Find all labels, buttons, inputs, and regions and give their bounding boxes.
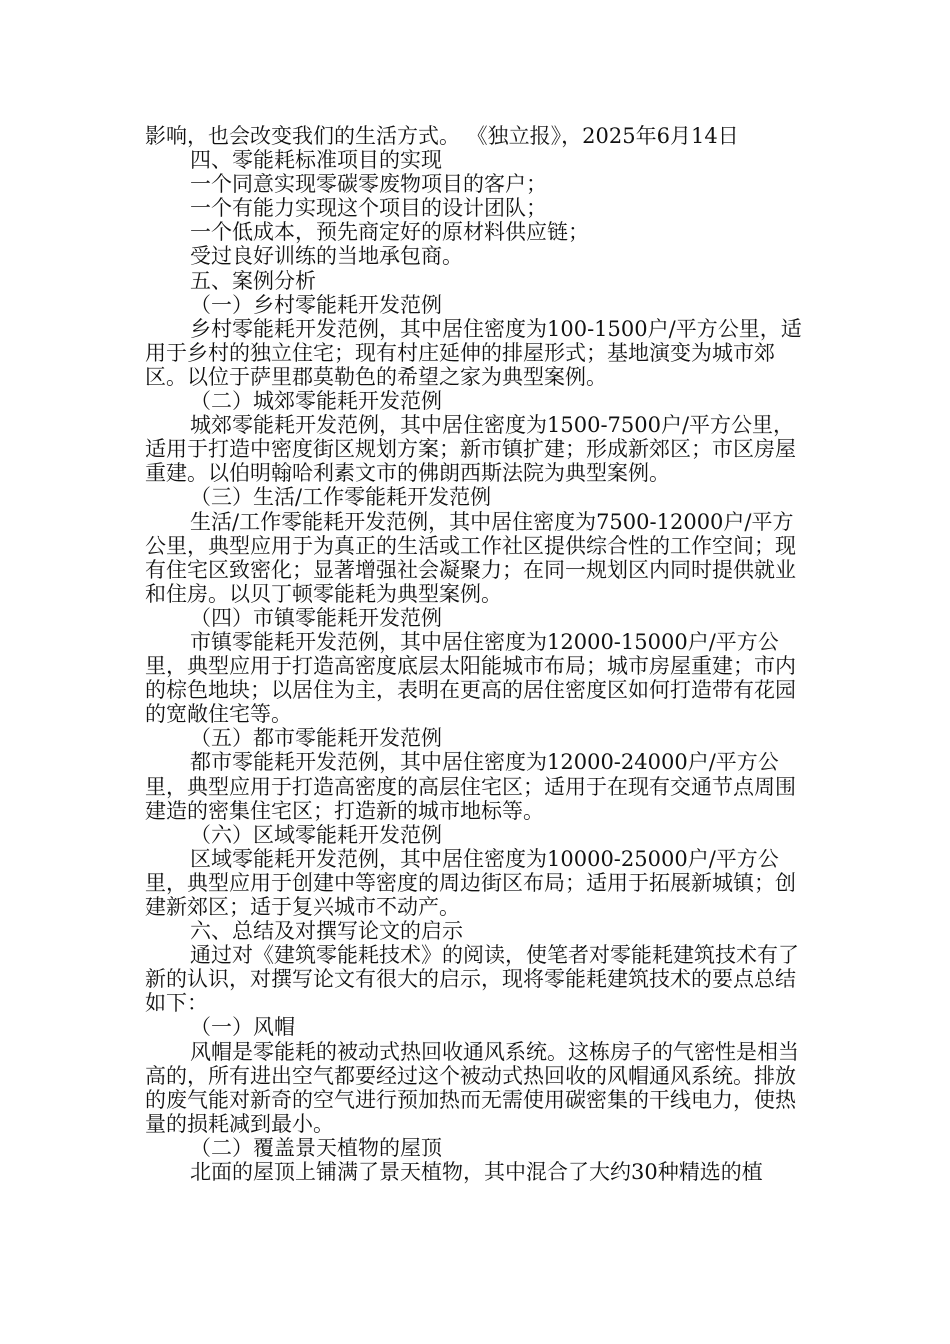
subheading-suburban: （二）城郊零能耗开发范例 [190,389,442,414]
list-item-client: 一个同意实现零碳零废物项目的客户； [190,172,547,197]
subheading-rural: （一）乡村零能耗开发范例 [190,292,442,317]
paragraph-wind-cowl: 风帽是零能耗的被动式热回收通风系统。这栋房子的气密性是相当高的，所有进出空气都要经过这个被动式热回收的风帽通风系统。排放的废气能对新奇的空气进行预加热而无需使用碳密集的干线电力，使热量的损耗减到最小。 [145,1039,799,1136]
list-item-supply-chain: 一个低成本，预先商定好的原材料供应链； [190,220,589,245]
paragraph-town: 市镇零能耗开发范例，其中居住密度为12000-15000户/平方公里，典型应用于打造高密度底层太阳能城市布局；城市房屋重建；市内的棕色地块；以居住为主，表明在更高的居住密度区如何打造带有花园的宽敞住宅等。 [145,629,796,727]
list-item-contractor: 受过良好训练的当地承包商。 [190,244,463,269]
paragraph-regional: 区域零能耗开发范例，其中居住密度为10000-25000户/平方公里，典型应用于创建中等密度的周边街区布局；适用于拓展新城镇；创建新郊区；适于复兴城市不动产。 [145,846,796,919]
subheading-wind-cowl: （一）风帽 [190,1015,295,1040]
paragraph-live-work: 生活/工作零能耗开发范例，其中居住密度为7500-12000户/平方公里，典型应用于为真正的生活或工作社区提供综合性的工作空间；现有住宅区致密化；显著增强社会凝聚力；在同一规划区内同时提供就业和住房。以贝丁顿零能耗为典型案例。 [145,509,796,606]
paragraph-sedum-roof: 北面的屋顶上铺满了景天植物，其中混合了大约30种精选的植 [190,1160,763,1185]
paragraph-rural: 乡村零能耗开发范例，其中居住密度为100-1500户/平方公里，适用于乡村的独立住宅；现有村庄延伸的排屋形式；基地演变为城市郊区。以位于萨里郡莫勒色的希望之家为典型案例。 [145,316,802,389]
continued-text: 影响，也会改变我们的生活方式。 《独立报》，2025年6月14日 [145,124,739,148]
section-heading-5: 五、案例分析 [190,268,316,293]
paragraph-urban: 都市零能耗开发范例，其中居住密度为12000-24000户/平方公里，典型应用于打造高密度的高层住宅区；适用于在现有交通节点周围建造的密集住宅区；打造新的城市地标等。 [145,750,796,823]
subheading-urban: （五）都市零能耗开发范例 [190,726,442,751]
subheading-live-work: （三）生活/工作零能耗开发范例 [190,485,492,510]
subheading-regional: （六）区域零能耗开发范例 [190,822,442,847]
section-heading-6: 六、总结及对撰写论文的启示 [190,919,463,944]
document-body [145,124,813,1184]
subheading-sedum-roof: （二）覆盖景天植物的屋顶 [190,1135,442,1160]
paragraph-summary: 通过对《建筑零能耗技术》的阅读，使笔者对零能耗建筑技术有了新的认识，对撰写论文有很大的启示，现将零能耗建筑技术的要点总结如下： [145,943,799,1016]
paragraph-suburban: 城郊零能耗开发范例，其中居住密度为1500-7500户/平方公里，适用于打造中密度街区规划方案；新市镇扩建；形成新郊区；市区房屋重建。以伯明翰哈利素文市的佛朗西斯法院为典型案例。 [145,413,796,486]
section-heading-4: 四、零能耗标准项目的实现 [190,148,442,173]
list-item-design-team: 一个有能力实现这个项目的设计团队； [190,196,547,221]
subheading-town: （四）市镇零能耗开发范例 [190,605,442,630]
